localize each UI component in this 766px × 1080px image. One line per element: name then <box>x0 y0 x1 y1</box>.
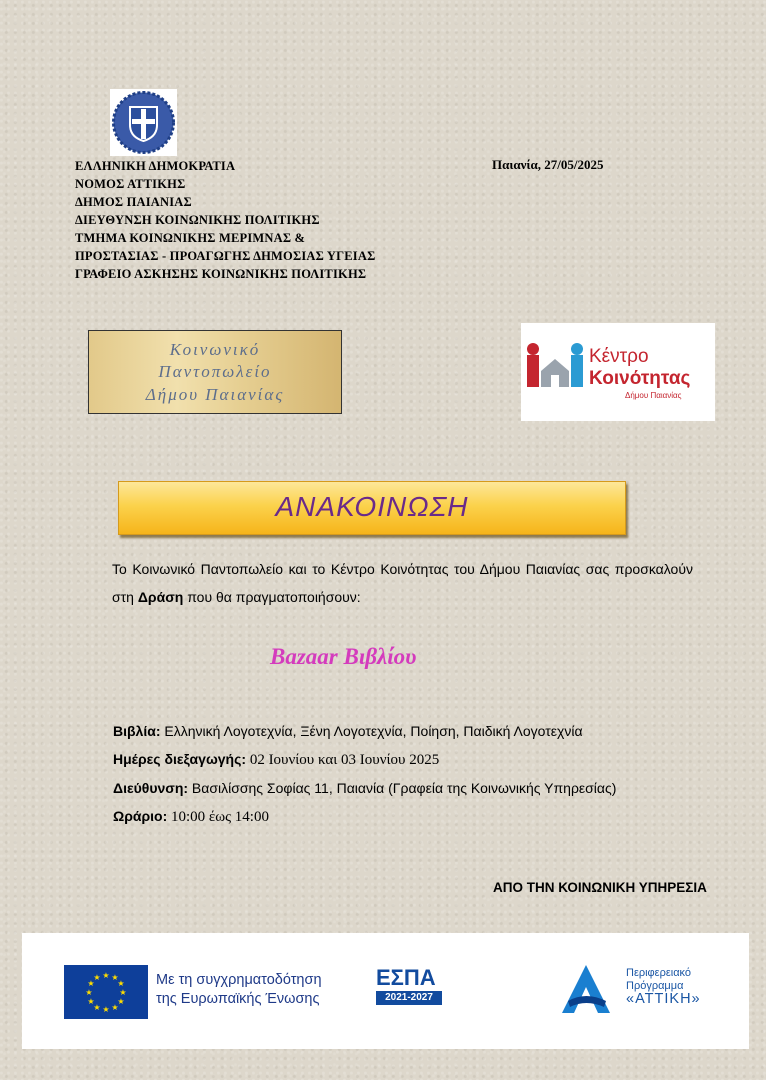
espa-period: 2021-2027 <box>376 991 442 1005</box>
eu-cofunding-text <box>156 971 322 1009</box>
header-line: ΔΗΜΟΣ ΠΑΙΑΝΙΑΣ <box>75 195 192 209</box>
community-center-icon <box>525 341 587 391</box>
detail-row <box>113 774 616 802</box>
announcement-title: ΑΝΑΚΟΙΝΩΣΗ <box>275 491 469 522</box>
greek-coat-of-arms-icon <box>110 89 177 156</box>
svg-text:★: ★ <box>111 973 119 982</box>
social-grocery-logo-line: Κοινωνικό <box>169 340 261 359</box>
svg-text:★: ★ <box>119 988 127 997</box>
header-line: ΓΡΑΦΕΙΟ ΑΣΚΗΣΗΣ ΚΟΙΝΩΝΙΚΗΣ ΠΟΛΙΤΙΚΗΣ <box>75 267 367 281</box>
detail-value: 10:00 έως 14:00 <box>167 809 269 825</box>
attiki-line: Περιφερειακό <box>626 967 692 979</box>
attiki-program-icon <box>558 961 614 1019</box>
attiki-line: «ΑΤΤΙΚΗ» <box>626 991 701 1007</box>
detail-label: Ωράριο: <box>113 808 168 824</box>
event-details <box>113 717 616 831</box>
intro-text-end: που θα πραγματοποιήσουν: <box>183 589 361 605</box>
community-center-line3: Δήμου Παιανίας <box>625 391 682 400</box>
detail-value: 02 Ιουνίου και 03 Ιουνίου 2025 <box>246 752 440 768</box>
funding-footer <box>22 933 749 1049</box>
svg-text:★: ★ <box>87 979 95 988</box>
header-line: ΠΡΟΣΤΑΣΙΑΣ - ΠΡΟΑΓΩΓΗΣ ΔΗΜΟΣΙΑΣ ΥΓΕΙΑΣ <box>75 249 376 263</box>
svg-text:★: ★ <box>117 997 125 1006</box>
eu-text-line: της Ευρωπαϊκής Ένωσης <box>156 991 320 1007</box>
detail-value: Ελληνική Λογοτεχνία, Ξένη Λογοτεχνία, Ποίηση, Παιδική Λογοτεχνία <box>160 723 583 739</box>
header-line: ΔΙΕΥΘΥΝΣΗ ΚΟΙΝΩΝΙΚΗΣ ΠΟΛΙΤΙΚΗΣ <box>75 213 320 227</box>
community-center-line1: Κέντρο <box>589 346 649 367</box>
svg-text:★: ★ <box>102 1005 110 1014</box>
svg-text:★: ★ <box>111 1003 119 1012</box>
social-grocery-logo-line: Δήμου Παιανίας <box>145 385 285 404</box>
detail-label: Βιβλία: <box>113 723 161 739</box>
header-line: ΤΜΗΜΑ ΚΟΙΝΩΝΙΚΗΣ ΜΕΡΙΜΝΑΣ & <box>75 231 306 245</box>
detail-row <box>113 717 616 745</box>
eu-flag-icon <box>64 965 148 1019</box>
header-line: ΝΟΜΟΣ ΑΤΤΙΚΗΣ <box>75 177 186 191</box>
issuer-header <box>75 157 375 283</box>
detail-label: Ημέρες διεξαγωγής: <box>113 751 247 767</box>
attiki-line: Πρόγραμμα <box>626 980 684 992</box>
community-center-line2: Κοινότητας <box>589 368 691 389</box>
espa-logo <box>362 965 446 1019</box>
detail-row <box>113 802 616 831</box>
social-grocery-logo-line: Παντοπωλείο <box>158 362 272 381</box>
intro-text-bold: Δράση <box>137 589 184 605</box>
svg-text:★: ★ <box>93 973 101 982</box>
svg-text:★: ★ <box>117 979 125 988</box>
community-center-logo <box>521 323 715 421</box>
signature: ΑΠΟ ΤΗΝ ΚΟΙΝΩΝΙΚΗ ΥΠΗΡΕΣΙΑ <box>493 880 707 895</box>
svg-text:★: ★ <box>93 1003 101 1012</box>
svg-text:★: ★ <box>85 988 93 997</box>
header-line: ΕΛΛΗΝΙΚΗ ΔΗΜΟΚΡΑΤΙΑ <box>75 159 236 173</box>
svg-text:★: ★ <box>87 997 95 1006</box>
document-date: Παιανία, 27/05/2025 <box>492 157 604 172</box>
espa-title: ΕΣΠΑ <box>376 965 436 990</box>
announcement-banner <box>118 481 626 535</box>
detail-label: Διεύθυνση: <box>113 780 189 796</box>
event-title: Bazaar Βιβλίου <box>270 644 417 669</box>
detail-row <box>113 745 616 774</box>
eu-text-line: Με τη συγχρηματοδότηση <box>156 972 322 988</box>
svg-text:★: ★ <box>102 971 110 980</box>
attiki-program-text <box>626 967 701 1006</box>
intro-paragraph <box>112 555 693 611</box>
intro-text-start: Το Κοινωνικό Παντοπωλείο και το Κέντρο Κοινότητας του Δήμου Παιανίας σας προσκαλούν στη <box>112 561 693 605</box>
social-grocery-logo <box>88 330 342 414</box>
detail-value: Βασιλίσσης Σοφίας 11, Παιανία (Γραφεία της Κοινωνικής Υπηρεσίας) <box>188 780 617 796</box>
